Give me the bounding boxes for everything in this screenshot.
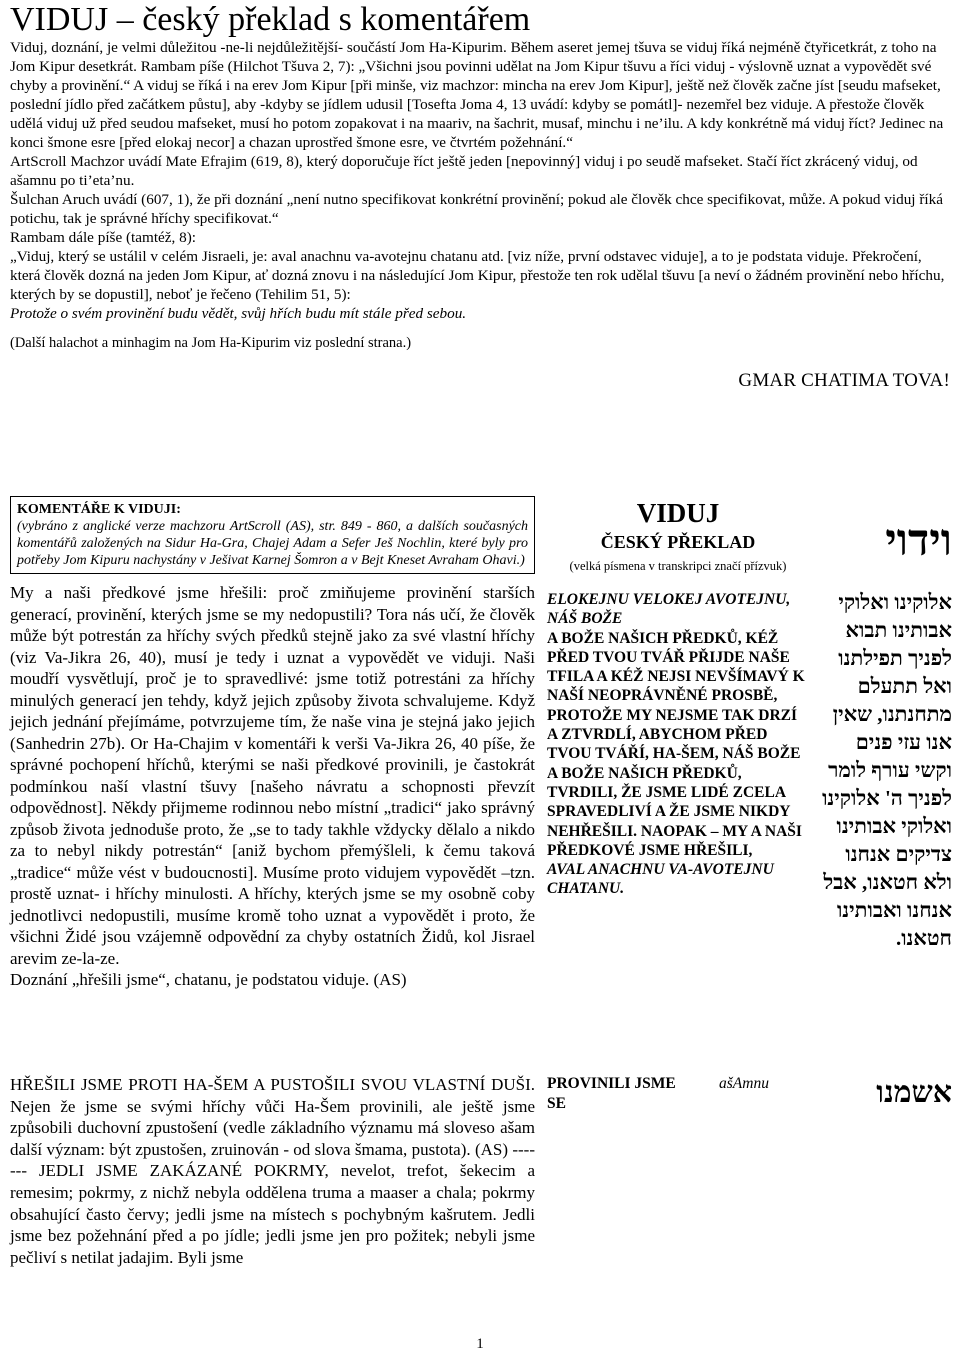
intro-section (10, 38, 952, 323)
ashamnu-transliteration: ašAmnu (719, 1075, 769, 1092)
intro-paragraph-3: Šulchan Aruch uvádí (607, 1), že při doznání „není nutno specifikovat konkrétní provinění; pokud ale člověk chce specifikovat, může. A pokud viduj říká potichu, tak je správné hříchy specifikovat.“ (10, 191, 943, 227)
translation-line-3: AVAL ANACHNU VA-AVOTEJNU CHATANU. (547, 861, 774, 898)
viduj-section (10, 496, 952, 1336)
translation-column (547, 496, 809, 899)
translation-line-1: ELOKEJNU VELOKEJ AVOTEJNU, NÁŠ BOŽE (547, 591, 791, 628)
intro-paragraph-2: ArtScroll Machzor uvádí Mate Efrajim (619, 8), který doporučuje říct ještě jeden [nepovinný] viduj i po seudě mafseket. Stačí říct zkrácený viduj, od ašamnu po ti’eta’nu. (10, 153, 918, 189)
commentary-box (10, 496, 535, 574)
viduj-title: VIDUJ (636, 498, 720, 528)
provinili-block (547, 1074, 809, 1113)
commentary-column (10, 496, 535, 991)
provinili-se: SE (547, 1094, 566, 1112)
commentary-paragraph-2: Doznání „hřešili jsme“, chatanu, je podstatou viduje. (AS) (10, 970, 407, 989)
commentary-heading: KOMENTÁŘE K VIDUJI: (17, 502, 181, 517)
viduj-translation (547, 590, 809, 899)
intro-paragraph-1: Viduj, doznání, je velmi důležitou -ne-li nejdůležitější- součástí Jom Ha-Kipurim. Během aseret jemej tšuva se viduj říká nejméně čtyřicetkrát, z toho na Jom Kipur desetkrát. Rambam píše (Hilchot Tšuva 2, 7): „Všichni jsou povinni udělat na Jom Kipur tšuvu a říci viduj - výslovně uznat a vypovědět své chyby a provinění.“ A viduj se říká i na erev Jom Kipur [při minše, viz machzor: mincha na erev Jom Kipur], ještě než člověk začne jíst [seudu mafseket, poslední jídlo před začátkem půstu], aby -kdyby se jídlem udusil [Tosefta Joma 4, 13 uvádí: kdyby se pomátl]- nezemřel bez viduje. A přestože člověk udělá viduj už před seudou mafseket, musí ho potom zopakovat i na maariv, na šachrit, musaf, minchu i ne’ilu. A kdy konkrétně má viduj říct? Jedinec na konci šmone esre [před elokaj necor] a chazan uprostřed šmone esre, ve čtvrtém požehnání.“ (10, 39, 944, 151)
provinili-label: PROVINILI JSME (547, 1075, 676, 1092)
translation-body: A BOŽE NAŠICH PŘEDKŮ, KÉŽ PŘED TVOU TVÁŘ PŘIJDE NAŠE TFILA A KÉŽ NEJSI NEVŠÍMAVÝ K NAŠÍ NEOPRÁVNĚNÉ PROSBĚ, PROTOŽE MY NEJSME TAK DRZÍ A ZTVRDLÍ, ABYCHOM PŘED TVOU TVÁŘÍ, HA-ŠEM, NÁŠ BOŽE A BOŽE NAŠICH PŘEDKŮ, TVRDILI, ŽE JSME LIDÉ ZCELA SPRAVEDLIVÍ A ŽE JSME NIKDY NEHŘEŠILI. NAOPAK – MY A NAŠI PŘEDKOVÉ JSME HŘEŠILI, (547, 629, 805, 859)
commentary-source-note: (vybráno z anglické verze machzoru ArtScroll (AS), str. 849 - 860, a dalších současných komentářů založených na Sidur Ha-Gra, Chajej Adam a Sefer Ješ Nochlin, které byly pro potřeby Jom Kipuru nachystány v Ješivat Karnej Šomron a v Bejt Kneset Avraham Ohavi.) (17, 519, 528, 568)
hebrew-text: אלוקינו ואלוקי אבותינו תבוא לפניך תפילתנו ואל תתעלם מתחנתנו, שאין אנו עזי פנים וקשי עורף לומר לפניך ה' אלוקינו ואלוקי אבותינו צדיקים אנחנו ולא חטאנו, אבל אנחנו ואבותינו חטאנו. (822, 590, 952, 950)
commentary-text (10, 582, 535, 991)
page-title: VIDUJ – český překlad s komentářem (10, 1, 531, 38)
page-number: 1 (476, 1336, 484, 1352)
closing-note: (Další halachot a minhagim na Jom Ha-Kipurim viz poslední strana.) (10, 335, 412, 351)
intro-paragraph-5: „Viduj, který se ustálil v celém Jisraeli, je: aval anachnu va-avotejnu chatanu atd. [viz níže, první odstavec viduje], a to je podstata viduje. Překročení, která člověk dozná na jeden Jom Kipur, ať dozná znovu i na následující Jom Kipur, přestože ten rok udělal tšuvu [a neví o žádném provinění nebo hříchu, kterých by se dopustil], neboť je řečeno (Tehilim 51, 5): (10, 248, 945, 303)
viduj-note: (velká písmena v transkripci značí přízvuk) (569, 559, 787, 573)
viduj-subtitle: ČESKÝ PŘEKLAD (600, 532, 756, 552)
hebrew-column (820, 496, 952, 952)
document-page (10, 0, 952, 1267)
gmar-chatima-tova: GMAR CHATIMA TOVA! (738, 370, 950, 391)
intro-paragraph-4: Rambam dále píše (tamtéž, 8): (10, 229, 196, 246)
intro-quote: Protože o svém provinění budu vědět, svůj hřích budu mít stále před sebou. (10, 305, 467, 322)
hebrew-ashamnu: אשמנו (876, 1076, 952, 1109)
commentary-section-2: HŘEŠILI JSME PROTI HA-ŠEM A PUSTOŠILI SVOU VLASTNÍ DUŠI. Nejen že jsme se svými hříchy vůči Ha-Šem provinili, ale ještě jsme způsobili duchovní zpustošení (vedle základního významu má sloveso ašam další význam: být zpustošen, zruinován - od slova šmama, pustota). (AS) ------- JEDLI JSME ZAKÁZANÉ POKRMY, nevelot, trefot, šekecim a remesim; pokrmy, z nichž nebyla oddělena truma a maaser a chala; pokrmy obsahující často červy; jedli jsme na místech s pochybným kašrutem. Jedli jsme bez požehnání před a po jídle; jedli jsme jen pro požitek; nebyli jsme pečliví s netilat jadajim. Byli jsme (10, 1075, 535, 1267)
hebrew-title: וידוי (885, 516, 952, 565)
commentary-paragraph-1: My a naši předkové jsme hřešili: proč zmiňujeme provinění starších generací, provinění, kterých jsme se my nedopustili? Tora nás učí, že člověk může být potrestán za hříchy svých předků stejně jako za své vlastní hříchy (viz Va-Jikra 26, 40), musí je tedy i uznat a vypovědět ve viduji. Naši moudří vysvětlují, proč je to spravedlivé: jsme totiž potrestáni za hříchy minulých generací jen tehdy, když jejich způsoby života schvalujeme. Když jejich jednání přejímáme, potvrzujeme tím, že naše vina je stejná jako jejich (Sanhedrin 27b). Or Ha-Chajim v komentáři k verši Va-Jikra 26, 40 píše, že správné pochopení hříchů, kterými se naši předkové provinili, je častokrát podmínkou naší vlastní tšuvy [našeho návratu a schopnosti převzít odpovědnost]. Někdy přijmeme rodinnou nebo místní „tradici“ jako správný způsob života jednoduše proto, že „se to tady takhle vždycky dělalo a nikdo za to nebyl nikdy potrestán“ [aniž bychom přemýšleli, k čemu taková „tradice“ může vést v budoucnosti]. Musíme proto vidujem vypovědět –tzn. prostě uznat- i hříchy minulosti. A hříchy, kterých jsme se my osobně coby jednotlivci nedopustili, musíme kromě toho uznat a vypovědět i proto, že všichni Židé jsou vzájemně odpovědní za chyby ostatních Židů, kol Jisrael arevim ze-la-ze. (10, 583, 535, 968)
